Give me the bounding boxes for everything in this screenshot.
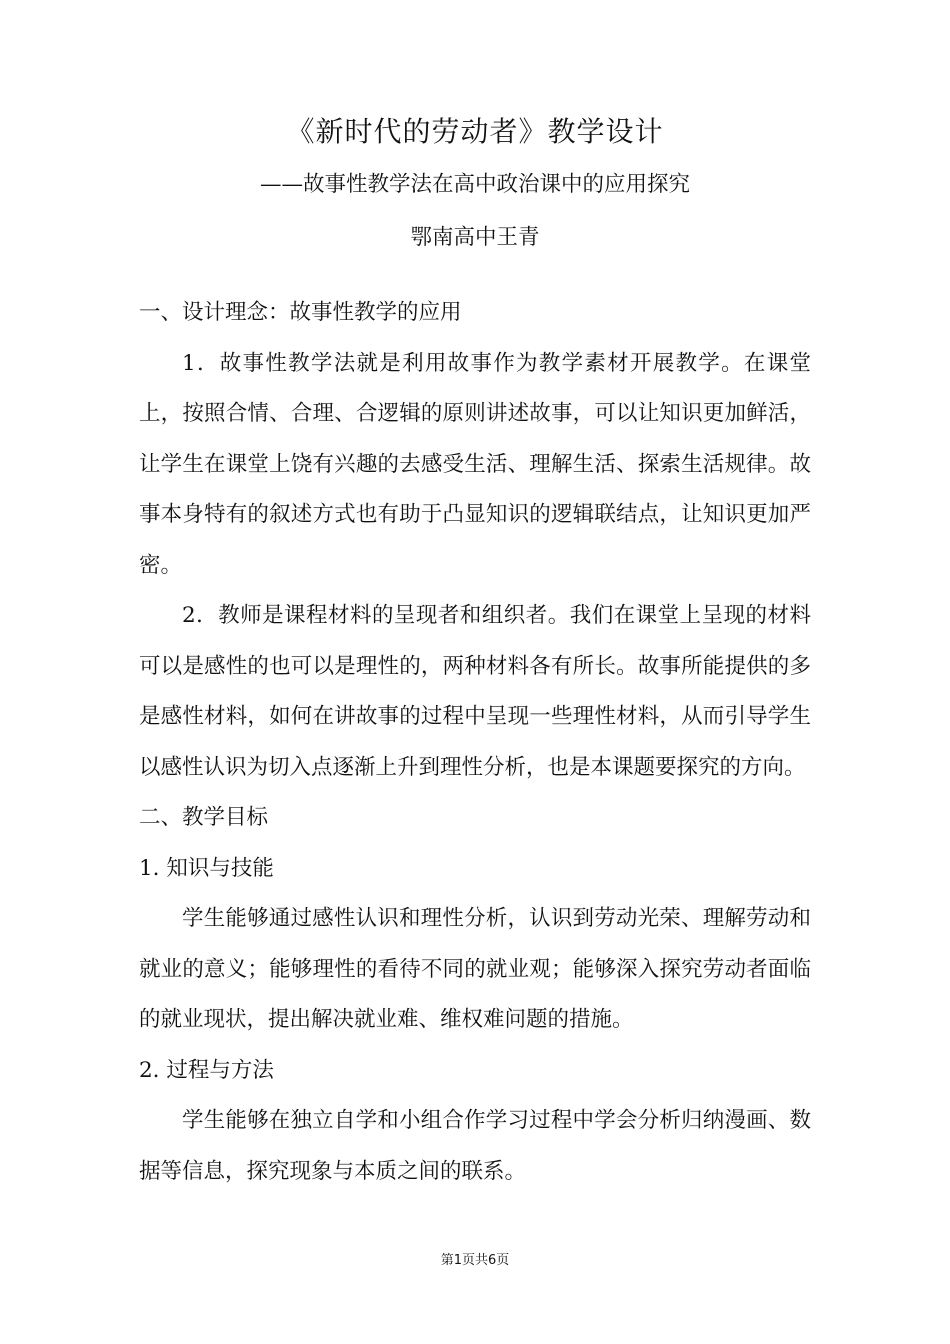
subheading-knowledge-skills: 1. 知识与技能 (139, 855, 274, 881)
paragraph-teacher-role: 2．教师是课程材料的呈现者和组织者。我们在课堂上呈现的材料可以是感性的也可以是理性的，两种材料各有所长。故事所能提供的多是感性材料，如何在讲故事的过程中呈现一些理性材料，从而引导学生以感性认识为切入点逐渐上升到理性分析，也是本课题要探究的方向。 (139, 603, 811, 780)
paragraph-knowledge-skills: 学生能够通过感性认识和理性分析，认识到劳动光荣、理解劳动和就业的意义；能够理性的看待不同的就业观；能够深入探究劳动者面临的就业现状，提出解决就业难、维权难问题的措施。 (139, 906, 811, 1032)
page-number-footer: 第1页共6页 (440, 1253, 510, 1268)
paragraph-story-teaching: 1．故事性教学法就是利用故事作为教学素材开展教学。在课堂上，按照合情、合理、合逻辑的原则讲述故事，可以让知识更加鲜活，让学生在课堂上饶有兴趣的去感受生活、理解生活、探索生活规律。故事本身特有的叙述方式也有助于凸显知识的逻辑联结点，让知识更加严密。 (139, 350, 811, 578)
document-subtitle: ——故事性教学法在高中政治课中的应用探究 (259, 172, 690, 197)
document-body (139, 288, 811, 1197)
document-title: 《新时代的劳动者》教学设计 (286, 115, 664, 148)
subheading-process-method: 2. 过程与方法 (139, 1057, 274, 1083)
document-author: 鄂南高中王青 (410, 225, 540, 250)
paragraph-process-method: 学生能够在独立自学和小组合作学习过程中学会分析归纳漫画、数据等信息，探究现象与本质之间的联系。 (139, 1108, 811, 1184)
section-heading-teaching-goals: 二、教学目标 (139, 805, 269, 830)
section-heading-design-concept: 一、设计理念：故事性教学的应用 (139, 300, 462, 325)
